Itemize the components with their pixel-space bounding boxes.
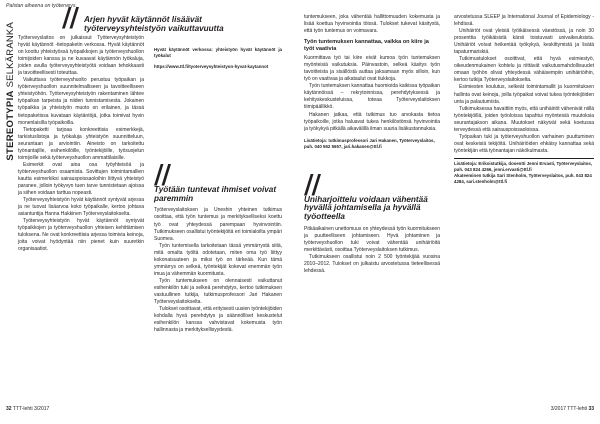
article2 <box>154 160 282 334</box>
left-column-2 <box>154 42 282 334</box>
article2-continued: tuntemukseen, joka vähentää hallittomuuden kokemusta ja lisää koettua hyvinvointia töissä. Tulokset tukevat käsitystä, että työn tuntemus on voimavara. <box>304 14 440 35</box>
article3-contact-1: puh. 043 824 4266, jenni.ervasti@ttl.fi <box>454 166 532 172</box>
article3-body: Pitkäaikainen unettomuus on yhteydessä työn kuormitukseen ja puutteelliseen johtamiseen. Hyvä johtaminen ja työterveyshuollon tuki voivat vähentää unihäiriöitä merkittävästi, osoittaa Työterveyslaitoksen tutkimus. Tutkimukseen osallistui noin 2 500 työntekijää vuosina 2010–2012. Tulokset on julkaistu arvostetussa tieteellisessä lehdessä. <box>304 225 440 275</box>
quote-mark-icon: // <box>304 169 319 200</box>
article3-headline: Uniharjoittelu voidaan vähentää hyvällä johtamisella ja hyvällä työotteella <box>304 194 428 222</box>
contact-divider <box>454 158 594 159</box>
article3-contact-title: Lisätietoja: Erikoistutkija, dosentti Jenni Ervasti, Työterveyslaitos, <box>454 160 593 166</box>
article3 <box>304 169 440 275</box>
top-note: Palstan aiheena on työterveys. <box>6 3 77 9</box>
article1-info-link[interactable]: https://www.ttl.fi/tyoterveysyhteistyon-hyvat-kaytannot <box>154 64 269 69</box>
footer-right <box>551 406 594 412</box>
footer-left <box>6 406 49 412</box>
right-column-1 <box>304 14 440 275</box>
article1-info-label: Hyvät käytännöt verkossa: yhteistyön hyvät käytännöt ja työkalut <box>154 47 282 58</box>
article1-body: Työterveyslaitos on julkaissut Työterveysyhteistyön hyvät käytännöt -tietopaketin verkossa. Hyvät käytännöt on koottu yhteistyössä työpaikkojen ja työterveyshuollon toimijoiden kanssa ja ne kuvaavat käytännön työkaluja, joiden avulla työterveysyhteistyötä voidaan tehokkaasti ja tavoitteellisesti toteuttaa. Vaikuttava työterveyshuolto perustuu työpaikan ja työterveyshuollon suunnitelmalliseen ja tavoitteelliseen yhteistyöhön. Työterveysyhteistyön rakentaminen lähtee työpaikan tarpeista ja niiden tunnistamisesta. Jokainen työpaikka ja yhteistyön muoto on erilainen, ja tässä tietopaketissa kuvataan käytäntöjä, jotka toimivat hyvin monenlaisilla työpaikoilla. Tietopaketti tarjoaa konkreettisia esimerkkejä, tarkistuslistoja ja työkaluja yhteistyön suunnitteluun, seurantaan ja arviointiin. Aineisto on tarkoitettu työnantajille, esihenkilöille, työntekijöille, työsuojelun toimijoille sekä työterveyshuollon ammattilaisille. Esimerkit ovat aina osa työyhteisöä ja työterveyshuollon osaamista. Sovittujen toimintamallien kautta esimerkiksi sairauspoissaoloihin liittyvä yhteistyö paranee, jolloin työkyvyn tuen tarve tunnistetaan ajoissa ja siihen voidaan tarttua nopeasti. Työterveysyhteistyön hyvät käytännöt syntyvät arjessa ja ne tuovat lisäarvoa koko työpaikalle, kertoo johtava asiantuntija Hanna Hakkinen Työterveyslaitokselta. Työterveysyhteistyön hyvät käytännöt syntyvät työpaikkojen ja työterveyshuollon yhteisen kehittämisen tuloksena. Ne ovat konkreettisia arjessa toimivia keinoja, joita voivat hyödyntää niin pienet kuin suuretkin organisaatiot. <box>18 35 144 253</box>
quote-mark-icon: // <box>62 3 77 33</box>
article1-headline: Arjen hyvät käytännöt lisäävät työterveysyhteistyön vaikuttavuutta <box>84 15 224 33</box>
article3-continued: arvostetussa SLEEP ja International Journal of Epidemiology -lehdissä. Unihäiriöt ovat yleisiä työikäisessä väestössä, ja noin 30 prosenttia työikäisistä kärsii toistuvasti univaikeuksista. Unihäiriöt voivat heikentää työkykyä, keskittymistä ja lisätä tapaturmariskiä. Tutkimustulokset osoittivat, että hyvä esimiestyö, oikeudenmukainen kohtelu ja riittävät vaikutusmahdollisuudet omaan työhön olivat yhteydessä vähäisempiin unihäiriöihin, kertoo tutkija Työterveyslaitokselta. Esimiesten koulutus, selkeät toimintamallit ja kuormituksen hallinta ovat keinoja, joilla työpaikat voivat tukea työntekijöiden unta ja palautumista. Tutkimuksessa havaittiin myös, että unihäiriöt vähenivät niillä työntekijöillä, joiden työoloissa tapahtui myönteisiä muutoksia seurantajakson aikana. Muutokset näkyivät sekä koetussa terveydessä että sairauspoissaoloissa. Työpaikan tuki ja työterveyshuollon varhainen puuttuminen ovat keskeisiä tekijöitä. Unihäiriöiden ehkäisy kannattaa sekä työntekijän että työnantajan näkökulmasta. <box>454 14 594 154</box>
article2-headline: Työtään tuntevat ihmiset voivat paremmin <box>154 185 277 203</box>
magazine-issue-right: 3/2017 TTT-lehti <box>550 406 588 412</box>
page-number-right: 33 <box>588 406 594 412</box>
section-sidebar <box>4 22 16 172</box>
article2-contact-note: Lisätietoja: tutkimusprofessori Jari Hakanen, Työterveyslaitos, puh. 040 562 5657, jari.hakanen@ttl.fi <box>304 137 435 149</box>
magazine-issue-left: TTT-lehti 3/2017 <box>12 406 50 412</box>
right-column-2 <box>454 14 594 185</box>
page-number-left: 32 <box>6 406 12 412</box>
article1-header <box>84 16 282 33</box>
quote-mark-icon: // <box>154 160 169 190</box>
sidebar-label-bold: STEREOTYPIA <box>5 90 16 161</box>
right-page <box>304 14 594 406</box>
sidebar-label-light: SELKÄRANKA <box>5 22 16 88</box>
article2-continued-body: Kuormittava työ tai kiire eivät kumoa työn tuntemuksen myönteisiä vaikutuksia. Päinvastoin, selkeä käsitys työn tavoitteista ja sisällöstä auttaa jaksamaan myös silloin, kun työ on vaativaa ja aikataulut ovat tiukkoja. Työn tuntemuksen kannattaa huomioida kaikissa työpaikan käytännöissä – rekrytoinnissa, perehdytyksessä ja kehityskeskusteluissa, toteaa Työterveyslaitoksen tiimipäällikkö. Hakanen jatkaa, että tutkimus tuo arvokasta tietoa työpaikoille, jotka haluavat tukea henkilöstönsä hyvinvointia ja työkykyä pitkällä aikavälillä ilman suuria lisäkustannuksia. <box>304 55 440 132</box>
article2-body: Työterveyslaitoksen ja Uneshin yhteinen tutkimus osoittaa, että työn tuntemus ja merkitykselliseksi koettu työ ovat yhteydessä parempaan hyvinvointiin. Tutkimukseen osallistui työntekijöitä eri toimialoilta ympäri Suomea. Työn tuntemisella tarkoitetaan tässä ymmärrystä siitä, mitä omalta työltä odotetaan, miten oma työ liittyy kokonaisuuteen ja miksi työ on tärkeää. Kun tämä ymmärrys on selkeä, työntekijät kokevat enemmän työn imua ja vähemmän kuormitusta. Työn tuntemukseen on olennaisesti vaikuttanut esihenkilön tuki ja selkeä perehdytys, kertoo tutkimuksen vastuullinen tutkija, tutkimusprofessori Jari Hakanen Työterveyslaitokselta. Tulokset osoittavat, että erityisesti uusien työntekijöiden kohdalla hyvä perehdytys ja säännölliset keskustelut esihenkilön kanssa vahvistavat kokemusta työn hallinnasta ja merkityksellisyydestä. <box>154 207 282 334</box>
article3-contact-2: Akateeminen tutkija Sari Stenholm, Työterveyslaitos, puh. 043 824 4284, sari.stenholm@ttl.fi <box>454 172 592 184</box>
article2-subhead: Työn tuntemuksen kannattaa, vaikka on kiire ja työt vaativia <box>304 39 429 53</box>
article1-info <box>154 47 282 70</box>
